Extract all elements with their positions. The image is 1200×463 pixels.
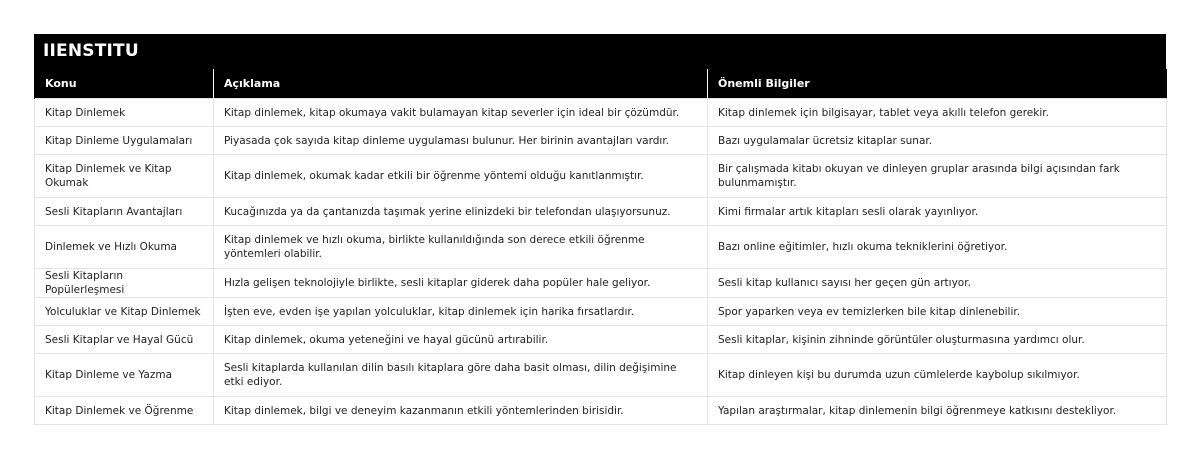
cell-description: Kucağınızda ya da çantanızda taşımak yerine elinizdeki bir telefondan ulaşıyorsunuz. <box>214 198 708 226</box>
cell-description: Kitap dinlemek ve hızlı okuma, birlikte kullanıldığında son derece etkili öğrenme yöntemleri olabilir. <box>214 226 708 269</box>
cell-key-info: Bazı online eğitimler, hızlı okuma tekniklerini öğretiyor. <box>708 226 1167 269</box>
table-row <box>35 397 1167 425</box>
table-row <box>35 127 1167 155</box>
cell-description: Hızla gelişen teknolojiyle birlikte, sesli kitaplar giderek daha popüler hale geliyor. <box>214 269 708 298</box>
cell-topic: Sesli Kitaplar ve Hayal Gücü <box>35 326 214 354</box>
table-row <box>35 155 1167 198</box>
table-row <box>35 298 1167 326</box>
cell-description: Piyasada çok sayıda kitap dinleme uygulaması bulunur. Her birinin avantajları vardır. <box>214 127 708 155</box>
cell-key-info: Kitap dinlemek için bilgisayar, tablet veya akıllı telefon gerekir. <box>708 99 1167 127</box>
column-header-key-info: Önemli Bilgiler <box>708 69 1167 99</box>
cell-key-info: Spor yaparken veya ev temizlerken bile kitap dinlenebilir. <box>708 298 1167 326</box>
table-row <box>35 326 1167 354</box>
cell-description: Kitap dinlemek, okumak kadar etkili bir öğrenme yöntemi olduğu kanıtlanmıştır. <box>214 155 708 198</box>
table-row <box>35 99 1167 127</box>
table-row <box>35 226 1167 269</box>
cell-topic: Sesli Kitapların Popülerleşmesi <box>35 269 214 298</box>
info-table <box>34 69 1167 425</box>
cell-key-info: Kimi firmalar artık kitapları sesli olarak yayınlıyor. <box>708 198 1167 226</box>
cell-key-info: Bir çalışmada kitabı okuyan ve dinleyen gruplar arasında bilgi açısından fark bulunmamıştır. <box>708 155 1167 198</box>
cell-topic: Kitap Dinleme ve Yazma <box>35 354 214 397</box>
table-row <box>35 198 1167 226</box>
cell-description: Sesli kitaplarda kullanılan dilin basılı kitaplara göre daha basit olması, dilin değişimine etki ediyor. <box>214 354 708 397</box>
cell-key-info: Yapılan araştırmalar, kitap dinlemenin bilgi öğrenmeye katkısını destekliyor. <box>708 397 1167 425</box>
table-row <box>35 269 1167 298</box>
table-row <box>35 354 1167 397</box>
cell-key-info: Kitap dinleyen kişi bu durumda uzun cümlelerde kaybolup sıkılmıyor. <box>708 354 1167 397</box>
cell-topic: Kitap Dinlemek <box>35 99 214 127</box>
info-table-container <box>34 34 1166 425</box>
column-header-topic: Konu <box>35 69 214 99</box>
cell-topic: Yolculuklar ve Kitap Dinlemek <box>35 298 214 326</box>
brand-title: IIENSTITU <box>34 34 1166 69</box>
cell-description: İşten eve, evden işe yapılan yolculuklar, kitap dinlemek için harika fırsatlardır. <box>214 298 708 326</box>
table-header-row <box>35 69 1167 99</box>
cell-key-info: Sesli kitaplar, kişinin zihninde görüntüler oluşturmasına yardımcı olur. <box>708 326 1167 354</box>
cell-topic: Kitap Dinleme Uygulamaları <box>35 127 214 155</box>
cell-description: Kitap dinlemek, okuma yeteneğini ve hayal gücünü artırabilir. <box>214 326 708 354</box>
cell-key-info: Sesli kitap kullanıcı sayısı her geçen gün artıyor. <box>708 269 1167 298</box>
cell-description: Kitap dinlemek, bilgi ve deneyim kazanmanın etkili yöntemlerinden birisidir. <box>214 397 708 425</box>
cell-topic: Sesli Kitapların Avantajları <box>35 198 214 226</box>
cell-description: Kitap dinlemek, kitap okumaya vakit bulamayan kitap severler için ideal bir çözümdür. <box>214 99 708 127</box>
cell-topic: Dinlemek ve Hızlı Okuma <box>35 226 214 269</box>
cell-topic: Kitap Dinlemek ve Kitap Okumak <box>35 155 214 198</box>
column-header-description: Açıklama <box>214 69 708 99</box>
cell-topic: Kitap Dinlemek ve Öğrenme <box>35 397 214 425</box>
cell-key-info: Bazı uygulamalar ücretsiz kitaplar sunar. <box>708 127 1167 155</box>
